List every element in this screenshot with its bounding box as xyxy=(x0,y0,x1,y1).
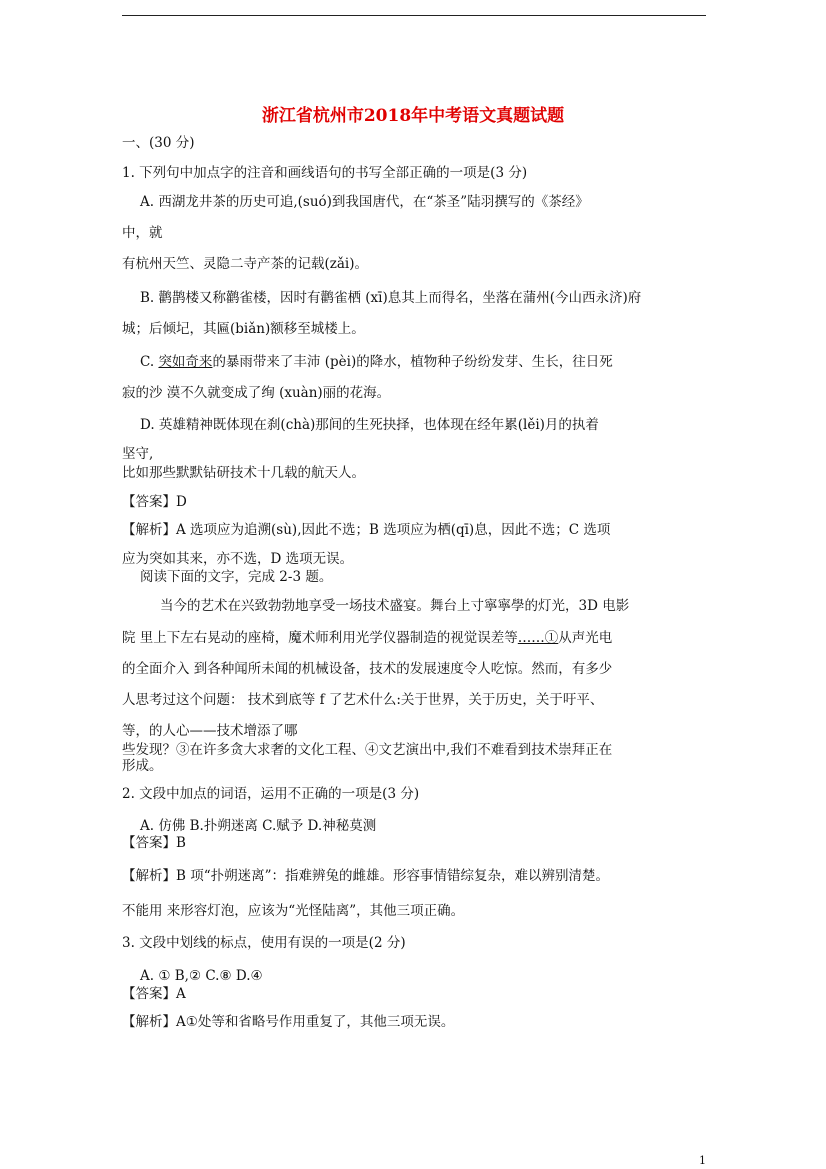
option-a-line-2: 中，就 xyxy=(122,225,163,241)
explanation-2-line-1: 【解析】B 项“扑朔迷离”：指难辨兔的雌雄。形容事情错综复杂，难以辨别清楚。 xyxy=(122,868,610,884)
passage-line-6: 些发现？③在许多贪大求奢的文化工程、④文艺演出中,我们不难看到技术崇拜正在 xyxy=(122,742,613,758)
option-c-line-2: 寂的沙 漠不久就变成了绚 (xuàn)丽的花海。 xyxy=(122,385,391,401)
section-heading: 一、(30 分) xyxy=(122,135,195,151)
underlined-punctuation: ……① xyxy=(517,630,559,646)
option-c-line-1 xyxy=(140,353,613,371)
page-title: 浙江省杭州市2018年中考语文真题试题 xyxy=(261,106,565,126)
question-2-stem: 2. 文段中加点的词语，运用不正确的一项是(3 分) xyxy=(122,786,420,802)
option-d-line-1: D. 英雄精神既体现在刹(chà)那间的生死抉择，也体现在经年累(lěi)月的执着 xyxy=(140,417,599,433)
question-3-stem: 3. 文段中划线的标点，使用有误的一项是(2 分) xyxy=(122,935,406,951)
passage-line-2-start: 院 里上下左右晃动的座椅，魔术师利用光学仪器制造的视觉误差等 xyxy=(122,630,518,646)
explanation-1-line-2: 应为突如其来，亦不选，D 选项无误。 xyxy=(122,551,354,567)
question-1-stem: 1. 下列句中加点字的注音和画线语句的书写全部正确的一项是(3 分) xyxy=(122,165,528,181)
passage-line-3: 的全面介入 到各种闻所未闻的机械设备，技术的发展速度令人吃惊。然而，有多少 xyxy=(122,661,613,677)
option-b-line-1: B. 鹳鹊楼又称鹳雀楼，因时有鹳雀栖 (xī)息其上而得名，坐落在蒲州(今山西永济)府 xyxy=(140,290,642,306)
page-number: 1 xyxy=(699,1154,706,1167)
passage-line-5: 等，的人心——技术增添了哪 xyxy=(122,723,298,739)
passage-line-7: 形成。 xyxy=(122,758,163,774)
passage-line-4: 人思考过这个问题： 技术到底等 f 了艺术什么:关于世界，关于历史，关于吁平、 xyxy=(122,692,604,708)
passage-line-2-end: 从声光电 xyxy=(558,630,613,646)
explanation-3: 【解析】A①处等和省略号作用重复了，其他三项无误。 xyxy=(122,1014,455,1030)
option-d-line-2: 坚守, xyxy=(122,446,154,462)
answer-1: 【答案】D xyxy=(122,494,187,510)
underlined-phrase: 突如奇来 xyxy=(158,354,213,370)
answer-3: 【答案】A xyxy=(122,986,186,1002)
explanation-2-line-2: 不能用 来形容灯泡，应该为“光怪陆离”，其他三项正确。 xyxy=(122,903,465,919)
option-b-line-2: 城；后倾圮，其匾(biǎn)额移至城楼上。 xyxy=(122,321,365,337)
passage-line-2 xyxy=(122,629,612,647)
reading-instruction: 阅读下面的文字，完成 2-3 题。 xyxy=(140,569,333,585)
question-3-options: A. ① B,② C.⑧ D.④ xyxy=(140,968,263,984)
question-2-options: A. 仿佛 B.扑朔迷离 C.赋予 D.神秘莫测 xyxy=(140,818,377,834)
option-a-line-1: A. 西湖龙井茶的历史可追,(suó)到我国唐代，在“茶圣”陆羽撰写的《茶经》 xyxy=(140,194,589,210)
explanation-1-line-1: 【解析】A 选项应为追溯(sù),因此不选；B 选项应为栖(qī)息，因此不选；C 选项 xyxy=(122,522,611,538)
option-a-line-3: 有杭州天竺、灵隐二寺产茶的记载(zǎi)。 xyxy=(122,256,369,272)
header-rule xyxy=(122,15,706,16)
option-d-line-3: 比如那些默默钻研技术十几载的航天人。 xyxy=(122,465,365,481)
option-c-label: C. xyxy=(140,354,159,370)
option-c-text: 的暴雨带来了丰沛 (pèi)的降水，植物种子纷纷发芽、生长，往日死 xyxy=(212,354,613,370)
passage-line-1: 当今的艺术在兴致勃勃地享受一场技术盛宴。舞台上寸寧寧學的灯光，3D 电影 xyxy=(160,598,630,614)
answer-2: 【答案】B xyxy=(122,835,186,851)
